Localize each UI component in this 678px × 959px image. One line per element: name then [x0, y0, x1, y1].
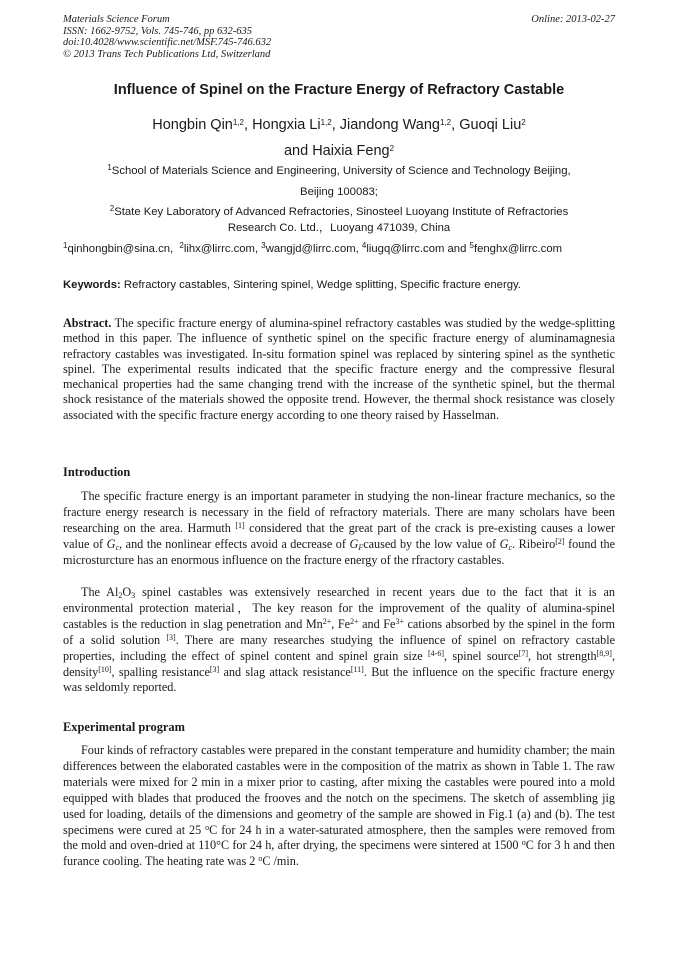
text-run: Four kinds of refractory castables were prepared in the constant temperature and humidity chamber; the main differences between the elaborated castables were in the composition of the matrix as shown in Table 1. The raw materials were mixed for 2 min in a mixer prior to casting, after mixing the castables were poured into a mold equipped with blades that produced the frooves and the notch on the specimens. The sketch of assembling jig used for loading, details of the dimensions and geometry of the sample are showed in Fig.1 (a) and (b). The test specimens were cured at 25 [63, 743, 615, 837]
page-header [63, 14, 615, 60]
text-run: . Ribeiro [512, 536, 556, 551]
degree-sup: o [258, 854, 263, 864]
affiliation-text: School of Materials Science and Engineering, University of Science and Technology Beijing, [111, 165, 571, 177]
text-run: The specific fracture energy is an important parameter in studying the non-linear fracture mechanics, so the fracture energy research is necessary in the field of refractory materials. There are many scholars have been researching on the area. Harmuth [63, 489, 615, 535]
author-separator: , [451, 117, 460, 133]
symbol-g: G [349, 536, 359, 551]
citation-ref: [11] [350, 664, 364, 674]
text-run: . There are many researches studying the influence of spinel on refractory castable properties, including the effect of spinel content and spinel grain size [63, 632, 616, 663]
author-and: and [283, 143, 313, 159]
citation-ref: [7] [518, 648, 529, 658]
text-run: and slag attack resistance [219, 664, 351, 679]
section-heading-introduction: Introduction [63, 465, 131, 479]
text-run: spinel castables was extensively researched in recent years due to the fact that it is an environmental protection material，The key reason for the improvement of the quality of alumina-spinel castables is the reduction in slag penetration and Mn [63, 585, 615, 631]
experimental-paragraph-1 [63, 743, 615, 870]
author-affil-sup: 2 [521, 118, 526, 127]
text-run: and Fe [358, 616, 396, 631]
author-name: Hongbin Qin [152, 117, 233, 133]
keywords-text: Refractory castables, Sintering spinel, Wedge splitting, Specific fracture energy. [120, 279, 521, 291]
keywords-label: Keywords: [63, 279, 121, 291]
text-run: , spinel source [444, 648, 519, 663]
author-emails [63, 243, 623, 255]
email-link[interactable]: lihx@lirrc.com, [183, 243, 259, 255]
author-name: Hongxia Li [252, 117, 321, 133]
abstract-label: Abstract. [63, 316, 112, 330]
keywords [63, 279, 623, 291]
email-link[interactable]: fenghx@lirrc.com [473, 243, 563, 255]
text-run: , Fe [331, 616, 351, 631]
citation-ref: [3] [166, 632, 176, 642]
abstract [63, 316, 615, 423]
author-name: Haixia Feng [312, 143, 390, 159]
online-date: Online: 2013-02-27 [531, 14, 615, 25]
author-separator: , [244, 117, 253, 133]
text-run: , hot strength [528, 648, 597, 663]
journal-name: Materials Science Forum [63, 14, 170, 25]
issn-line: ISSN: 1662-9752, Vols. 745-746, pp 632-635 [63, 25, 252, 37]
paper-title: Influence of Spinel on the Fracture Energy of Refractory Castable [113, 82, 565, 98]
text-run: , density [63, 648, 615, 679]
superscript: 2+ [350, 616, 359, 626]
text-run: found the microsturcture has an enormous influence on the fracture energy of the rfractory castables. [63, 536, 615, 567]
author-name: Guoqi Liu [459, 117, 522, 133]
author-affil-sup: 1,2 [232, 118, 244, 127]
text-run: C for 24 h in a water-saturated atmosphere, then the samples were removed from the mold and oven-dried at 110°C for 24 h, after drying, the specimens were sintered at 1500 [63, 822, 615, 853]
author-affil-sup: 1,2 [440, 118, 452, 127]
email-sup: 5 [469, 241, 474, 250]
text-run: caused by the low value of [363, 536, 500, 551]
email-sup: 3 [261, 241, 266, 250]
author-separator: , [331, 117, 340, 133]
superscript: 2+ [322, 616, 332, 626]
email-link[interactable]: liugq@lirrc.com and [366, 243, 470, 255]
copyright-line: © 2013 Trans Tech Publications Ltd, Switzerland [63, 48, 271, 60]
affiliation-sup: 1 [107, 163, 112, 172]
author-list [40, 112, 638, 164]
symbol-g: G [499, 536, 509, 551]
text-run: C for 3 h and then furance cooling. The heating rate was 2 [63, 838, 615, 869]
subscript: 2 [118, 591, 123, 600]
author-affil-sup: 2 [389, 144, 395, 153]
citation-ref: [3] [209, 664, 220, 674]
text-run: The Al [81, 585, 119, 599]
text-run: O [122, 585, 132, 599]
doi-line: doi:10.4028/www.scientific.net/MSF.745-746.632 [63, 37, 272, 48]
symbol-sub: F [358, 542, 364, 552]
citation-ref: [1] [235, 520, 245, 530]
affiliation-text: Beijing 100083; [300, 186, 378, 198]
intro-paragraph-1 [63, 489, 615, 569]
text-run: considered that the great part of the crack is pre-existing causes a lower value of [63, 520, 615, 551]
intro-paragraph-2 [63, 585, 615, 696]
text-run: , spalling resistance [111, 664, 210, 679]
affiliation-text: State Key Laboratory of Advanced Refractories, Sinosteel Luoyang Institute of Refractories [114, 206, 569, 218]
author-name: Jiandong Wang [339, 117, 440, 133]
author-affil-sup: 1,2 [320, 118, 332, 127]
affiliation-sup: 2 [109, 204, 115, 213]
symbol-sub: c [115, 542, 120, 552]
text-run: , and the nonlinear effects avoid a decrease of [119, 536, 350, 551]
email-link[interactable]: qinhongbin@sina.cn, [67, 243, 174, 255]
abstract-text: The specific fracture energy of alumina-spinel refractory castables was studied by the wedge-splitting method in this paper. The influence of synthetic spinel on the specific fracture energy of aluminamagnesia refractory castables was investigated. In-situ formation spinel was replaced by sintering spinel as the synthetic spinel. The experimental results indicated that the specific fracture energy and the compressive flesural mechanical properties had the same changing trend with the increase of the synthetic spinel, but the thermal shock resistance of the materials showed the opposite trend. However, the thermal shock resistance was closely associated with the specific fracture energy according to one theory raised by Hasselman. [63, 316, 615, 422]
citation-ref: [4-6] [428, 648, 444, 658]
citation-ref: [8,9] [596, 648, 612, 658]
affiliation-2 [40, 204, 638, 236]
subscript: 3 [131, 591, 136, 600]
email-sup: 1 [63, 241, 68, 250]
text-run: C /min. [262, 854, 299, 869]
degree-sup: o [521, 838, 526, 848]
email-link[interactable]: wangjd@lirrc.com, [265, 243, 359, 255]
email-sup: 2 [179, 241, 184, 250]
text-run: . But the influence on the specific fracture energy was seldomly reported. [63, 664, 616, 695]
degree-sup: o [205, 822, 210, 832]
symbol-sub: c [508, 542, 513, 552]
symbol-g: G [106, 536, 116, 551]
text-run: cations absorbed by the spinel in the form of a solid solution [63, 616, 616, 647]
citation-ref: [2] [555, 536, 565, 546]
email-sup: 4 [361, 241, 367, 250]
section-heading-experimental: Experimental program [63, 720, 185, 734]
citation-ref: [10] [98, 664, 112, 674]
affiliation-text: Research Co. Ltd.，Luoyang 471039, China [227, 222, 451, 234]
superscript: 3+ [395, 616, 404, 626]
affiliation-1 [40, 161, 638, 203]
